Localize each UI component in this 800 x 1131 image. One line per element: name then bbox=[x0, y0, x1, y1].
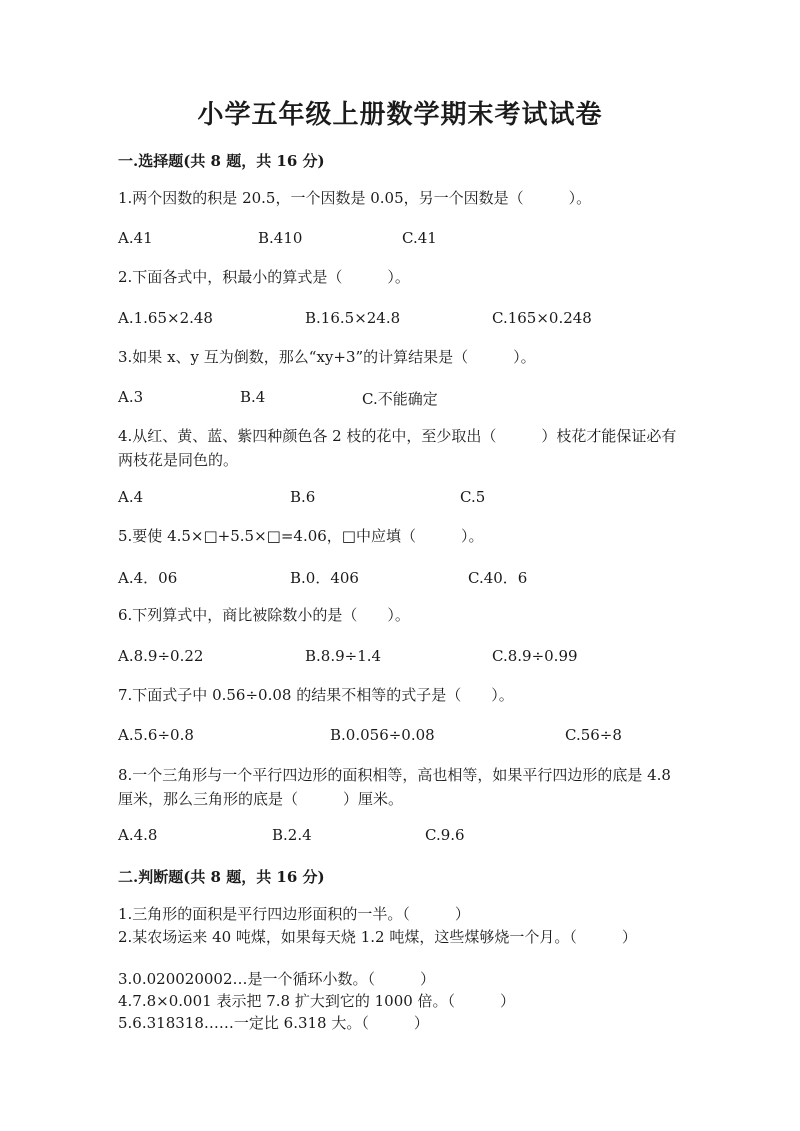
judgment-item-5: 5.6.318318……一定比 6.318 大。（ ） bbox=[118, 1014, 429, 1032]
judgment-item-1: 1.三角形的面积是平行四边形面积的一半。（ ） bbox=[118, 905, 470, 923]
option-3c: C.不能确定 bbox=[362, 390, 438, 408]
option-1a: A.41 bbox=[118, 229, 153, 247]
option-8b: B.2.4 bbox=[272, 826, 312, 844]
question-2: 2.下面各式中，积最小的算式是（ ）。 bbox=[118, 268, 410, 286]
option-5b: B.0．406 bbox=[290, 569, 359, 587]
option-7c: C.56÷8 bbox=[565, 726, 622, 744]
option-4b: B.6 bbox=[290, 488, 316, 506]
option-1b: B.410 bbox=[258, 229, 303, 247]
judgment-item-2: 2.某农场运来 40 吨煤，如果每天烧 1.2 吨煤，这些煤够烧一个月。（ ） bbox=[118, 928, 637, 946]
question-7: 7.下面式子中 0.56÷0.08 的结果不相等的式子是（ ）。 bbox=[118, 686, 514, 704]
judgment-item-3: 3.0.020020002…是一个循环小数。（ ） bbox=[118, 970, 436, 988]
option-2c: C.165×0.248 bbox=[492, 309, 592, 327]
option-6a: A.8.9÷0.22 bbox=[118, 647, 204, 665]
option-6c: C.8.9÷0.99 bbox=[492, 647, 578, 665]
section-heading-choice: 一.选择题(共 8 题，共 16 分) bbox=[118, 152, 325, 170]
option-3a: A.3 bbox=[118, 388, 144, 406]
option-7b: B.0.056÷0.08 bbox=[330, 726, 435, 744]
option-6b: B.8.9÷1.4 bbox=[305, 647, 382, 665]
judgment-item-4: 4.7.8×0.001 表示把 7.8 扩大到它的 1000 倍。（ ） bbox=[118, 992, 516, 1010]
page-title: 小学五年级上册数学期末考试试卷 bbox=[197, 100, 603, 130]
question-8: 8.一个三角形与一个平行四边形的面积相等，高也相等，如果平行四边形的底是 4.8 厘米，那么三角形的底是（ ）厘米。 bbox=[118, 766, 671, 808]
option-4c: C.5 bbox=[460, 488, 486, 506]
option-5c: C.40．6 bbox=[468, 569, 528, 587]
question-1: 1.两个因数的积是 20.5，一个因数是 0.05，另一个因数是（ ）。 bbox=[118, 189, 592, 207]
option-4a: A.4 bbox=[118, 488, 144, 506]
option-8c: C.9.6 bbox=[425, 826, 465, 844]
option-8a: A.4.8 bbox=[118, 826, 158, 844]
option-2a: A.1.65×2.48 bbox=[118, 309, 213, 327]
option-5a: A.4．06 bbox=[118, 569, 178, 587]
question-6: 6.下列算式中，商比被除数小的是（ ）。 bbox=[118, 606, 410, 624]
section-heading-judgment: 二.判断题(共 8 题，共 16 分) bbox=[118, 868, 325, 886]
question-3: 3.如果 x、y 互为倒数，那么“xy+3”的计算结果是（ ）。 bbox=[118, 348, 536, 366]
option-1c: C.41 bbox=[402, 229, 437, 247]
option-3b: B.4 bbox=[240, 388, 266, 406]
question-5: 5.要使 4.5×□+5.5×□=4.06，□中应填（ ）。 bbox=[118, 527, 484, 545]
option-2b: B.16.5×24.8 bbox=[305, 309, 401, 327]
option-7a: A.5.6÷0.8 bbox=[118, 726, 194, 744]
question-4: 4.从红、黄、蓝、紫四种颜色各 2 枝的花中，至少取出（ ）枝花才能保证必有两枝花是同色的。 bbox=[118, 427, 677, 469]
